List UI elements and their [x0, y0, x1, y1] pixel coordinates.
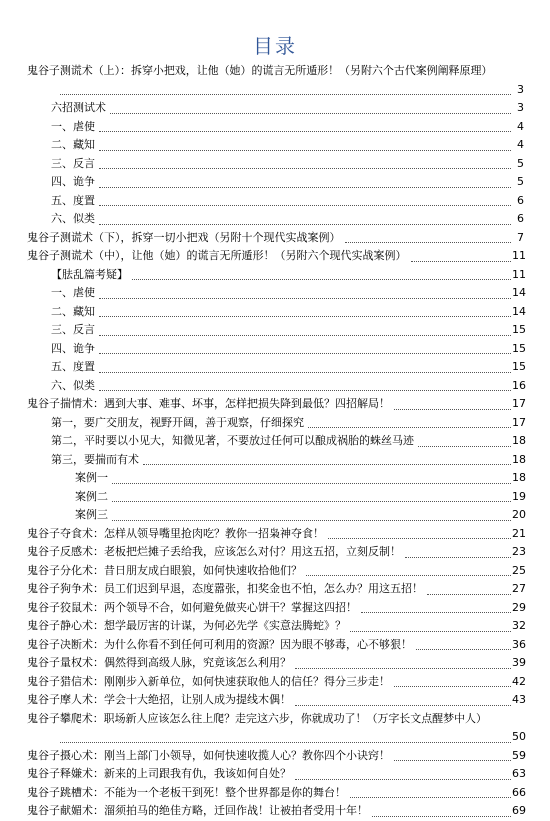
- toc-page-number: 66: [512, 784, 524, 803]
- dot-leader: [99, 205, 513, 206]
- toc-page-number: 15: [512, 358, 524, 377]
- toc-page-number: 59: [512, 747, 524, 766]
- toc-page-number: 39: [512, 654, 524, 673]
- toc-page-number: 17: [512, 414, 524, 433]
- dot-leader: [99, 372, 513, 373]
- toc-entry[interactable]: [0, 432, 550, 451]
- toc-page-number: 43: [512, 691, 524, 710]
- toc-entry-title: 【胠乱篇考疑】: [51, 266, 130, 285]
- toc-entry-title: 二、藏知: [51, 303, 97, 322]
- toc-page-number: 7: [512, 229, 524, 248]
- toc-entry-title: 三、反言: [51, 321, 97, 340]
- toc-entry-title: 鬼谷子攀爬术：职场新人应该怎么往上爬？走完这六步，你就成功了！（万字长文点醒梦中人）: [27, 710, 535, 729]
- toc-page-number: 5: [512, 173, 524, 192]
- toc-entry[interactable]: [0, 784, 550, 803]
- toc-entry[interactable]: [0, 673, 550, 692]
- toc-page-number: 25: [512, 562, 524, 581]
- toc-entry[interactable]: [0, 266, 550, 285]
- toc-entry-title: 二、藏知: [51, 136, 97, 155]
- toc-entry-title: 四、诡争: [51, 340, 97, 359]
- toc-page-number: 21: [512, 525, 524, 544]
- dot-leader: [295, 779, 513, 780]
- dot-leader: [99, 353, 513, 354]
- toc-page-number: 14: [512, 303, 524, 322]
- toc-entry-title: 六招测试术: [51, 99, 108, 118]
- toc-entry-title: 鬼谷子跳槽术：不能为一个老板干到死！整个世界都是你的舞台！: [27, 784, 348, 803]
- toc-entry[interactable]: [0, 617, 550, 636]
- toc-page-number: 6: [512, 210, 524, 229]
- toc-entry-title: 四、诡争: [51, 173, 97, 192]
- toc-page-number: 3: [512, 99, 524, 118]
- toc-entry-title: 案例一: [75, 469, 110, 488]
- dot-leader: [110, 113, 513, 114]
- toc-entry-title: 第一，要广交朋友，视野开阔，善于观察，仔细探究: [51, 414, 306, 433]
- dot-leader: [306, 575, 513, 576]
- toc-entry[interactable]: [0, 525, 550, 544]
- toc-page-number: 50: [512, 728, 524, 747]
- toc-entry[interactable]: [0, 229, 550, 248]
- toc-entry[interactable]: [0, 580, 550, 599]
- toc-page-number: 3: [512, 81, 524, 100]
- dot-leader: [99, 224, 513, 225]
- toc-entry-title: 第二，平时要以小见大，知微见著，不要放过任何可以酿成祸胎的蛛丝马迹: [51, 432, 416, 451]
- toc-entry-title: 鬼谷子摄心术：刚当上部门小领导，如何快速收揽人心？教你四个小诀窍！: [27, 747, 392, 766]
- toc-entry[interactable]: [0, 747, 550, 766]
- dot-leader: [60, 742, 513, 743]
- toc-entry-title: 鬼谷子测谎术（上）：拆穿小把戏，让他（她）的谎言无所遁形！（另附六个古代案例阐释原理）: [27, 62, 535, 81]
- toc-entry[interactable]: [0, 506, 550, 525]
- page-title: 目录: [253, 34, 297, 58]
- dot-leader: [394, 409, 513, 410]
- toc-page-number: 4: [512, 136, 524, 155]
- toc-page-number: 36: [512, 636, 524, 655]
- toc-page-number: 42: [512, 673, 524, 692]
- toc-page-number: 11: [512, 247, 524, 266]
- dot-leader: [99, 335, 513, 336]
- toc-entry[interactable]: [0, 451, 550, 470]
- toc-entry[interactable]: [0, 284, 550, 303]
- dot-leader: [99, 390, 513, 391]
- toc-page-number: 18: [512, 432, 524, 451]
- dot-leader: [99, 150, 513, 151]
- toc-page-number: 32: [512, 617, 524, 636]
- toc-page-number: 23: [512, 543, 524, 562]
- toc-entry[interactable]: [0, 303, 550, 322]
- dot-leader: [99, 298, 513, 299]
- table-of-contents: [0, 62, 550, 821]
- toc-entry-title: 三、反言: [51, 155, 97, 174]
- toc-entry-title: 鬼谷子夺食术：怎样从领导嘴里抢肉吃？教你一招枭神夺食！: [27, 525, 326, 544]
- toc-entry[interactable]: [0, 599, 550, 618]
- toc-entry[interactable]: [0, 469, 550, 488]
- toc-page-number: 14: [512, 284, 524, 303]
- toc-entry-title: 鬼谷子猎信术：刚刚步入新单位，如何快速获取他人的信任？得分三步走！: [27, 673, 392, 692]
- toc-entry-title: 案例三: [75, 506, 110, 525]
- toc-page-number: 63: [512, 765, 524, 784]
- dot-leader: [328, 538, 513, 539]
- dot-leader: [394, 760, 513, 761]
- dot-leader: [308, 427, 513, 428]
- toc-page-number: 69: [512, 802, 524, 821]
- dot-leader: [99, 187, 513, 188]
- toc-entry-title: 五、度置: [51, 192, 97, 211]
- dot-leader: [143, 464, 513, 465]
- toc-entry[interactable]: [0, 488, 550, 507]
- toc-entry-title: 鬼谷子释嫌术：新来的上司跟我有仇，我该如何自处？: [27, 765, 293, 784]
- toc-entry-title: 鬼谷子静心术：想学最厉害的计谋，为何必先学《实意法腾蛇》？: [27, 617, 348, 636]
- toc-entry-title: 鬼谷子量权术：偶然得到高级人脉，究竟该怎么利用？: [27, 654, 293, 673]
- dot-leader: [416, 649, 513, 650]
- toc-entry-title: 一、虐使: [51, 284, 97, 303]
- toc-page-number: 11: [512, 266, 524, 285]
- toc-entry[interactable]: [0, 377, 550, 396]
- toc-page-number: 18: [512, 469, 524, 488]
- toc-entry[interactable]: [0, 765, 550, 784]
- dot-leader: [132, 279, 513, 280]
- toc-entry[interactable]: [0, 340, 550, 359]
- toc-entry[interactable]: [0, 155, 550, 174]
- toc-entry-title: 五、度置: [51, 358, 97, 377]
- toc-entry[interactable]: [0, 395, 550, 414]
- dot-leader: [411, 261, 513, 262]
- dot-leader: [112, 501, 513, 502]
- dot-leader: [405, 557, 513, 558]
- toc-entry-title: 案例二: [75, 488, 110, 507]
- toc-page-number: 20: [512, 506, 524, 525]
- toc-entry[interactable]: [0, 136, 550, 155]
- dot-leader: [99, 316, 513, 317]
- dot-leader: [99, 131, 513, 132]
- dot-leader: [350, 797, 513, 798]
- toc-entry[interactable]: [0, 99, 550, 118]
- toc-entry[interactable]: [0, 636, 550, 655]
- dot-leader: [60, 94, 513, 95]
- toc-entry-title: 鬼谷子分化术：昔日朋友成白眼狼，如何快速收拾他们？: [27, 562, 304, 581]
- toc-entry-title: 鬼谷子狡鼠术：两个领导不合，如何避免做夹心饼干？掌握这四招！: [27, 599, 359, 618]
- dot-leader: [99, 168, 513, 169]
- toc-page-number: 15: [512, 340, 524, 359]
- toc-entry-title: 六、似类: [51, 210, 97, 229]
- dot-leader: [427, 594, 513, 595]
- toc-page-number: 27: [512, 580, 524, 599]
- toc-page-number: 16: [512, 377, 524, 396]
- toc-entry[interactable]: [0, 247, 550, 266]
- dot-leader: [345, 242, 513, 243]
- toc-entry[interactable]: [0, 358, 550, 377]
- toc-page-number: 19: [512, 488, 524, 507]
- toc-page-number: 29: [512, 599, 524, 618]
- toc-entry[interactable]: [0, 173, 550, 192]
- dot-leader: [361, 612, 513, 613]
- toc-page-number: 18: [512, 451, 524, 470]
- toc-entry-title: 鬼谷子测谎术（中），让他（她）的谎言无所遁形！（另附六个现代实战案例）: [27, 247, 409, 266]
- toc-entry-title: 鬼谷子反感术：老板把烂摊子丢给我，应该怎么对付？用这五招，立刻反制！: [27, 543, 403, 562]
- toc-page-number: 6: [512, 192, 524, 211]
- toc-entry-title: 一、虐使: [51, 118, 97, 137]
- dot-leader: [112, 520, 513, 521]
- toc-entry-title: 鬼谷子揣情术：遇到大事、难事、坏事，怎样把损失降到最低？四招解局！: [27, 395, 392, 414]
- toc-entry-title: 鬼谷子测谎术（下），拆穿一切小把戏（另附十个现代实战案例）: [27, 229, 343, 248]
- toc-page-number: 17: [512, 395, 524, 414]
- toc-entry[interactable]: [0, 710, 550, 747]
- toc-entry-title: 鬼谷子决断术：为什么你看不到任何可利用的资源？因为眼不够毒，心不够狠！: [27, 636, 414, 655]
- dot-leader: [350, 631, 513, 632]
- toc-entry[interactable]: [0, 62, 550, 99]
- toc-entry-title: 鬼谷子狗争术：员工们迟到早退，态度嚣张，扣奖金也不怕，怎么办？用这五招！: [27, 580, 425, 599]
- toc-entry[interactable]: [0, 118, 550, 137]
- toc-entry[interactable]: [0, 654, 550, 673]
- dot-leader: [394, 686, 513, 687]
- toc-entry[interactable]: [0, 543, 550, 562]
- toc-page-number: 15: [512, 321, 524, 340]
- toc-entry[interactable]: [0, 192, 550, 211]
- dot-leader: [295, 668, 513, 669]
- toc-entry[interactable]: [0, 321, 550, 340]
- toc-entry[interactable]: [0, 691, 550, 710]
- toc-entry-title: 第三，要揣而有术: [51, 451, 141, 470]
- toc-entry-title: 鬼谷子献媚术：溜须拍马的绝佳方略，迁回作战！让被拍者受用十年！: [27, 802, 370, 821]
- toc-entry-title: 鬼谷子摩人术：学会十大绝招，让别人成为提线木偶！: [27, 691, 293, 710]
- toc-entry-title: 六、似类: [51, 377, 97, 396]
- dot-leader: [418, 446, 513, 447]
- toc-entry[interactable]: [0, 562, 550, 581]
- toc-entry[interactable]: [0, 210, 550, 229]
- toc-entry[interactable]: [0, 414, 550, 433]
- toc-page-number: 4: [512, 118, 524, 137]
- dot-leader: [372, 816, 513, 817]
- toc-page-number: 5: [512, 155, 524, 174]
- dot-leader: [112, 483, 513, 484]
- dot-leader: [295, 705, 513, 706]
